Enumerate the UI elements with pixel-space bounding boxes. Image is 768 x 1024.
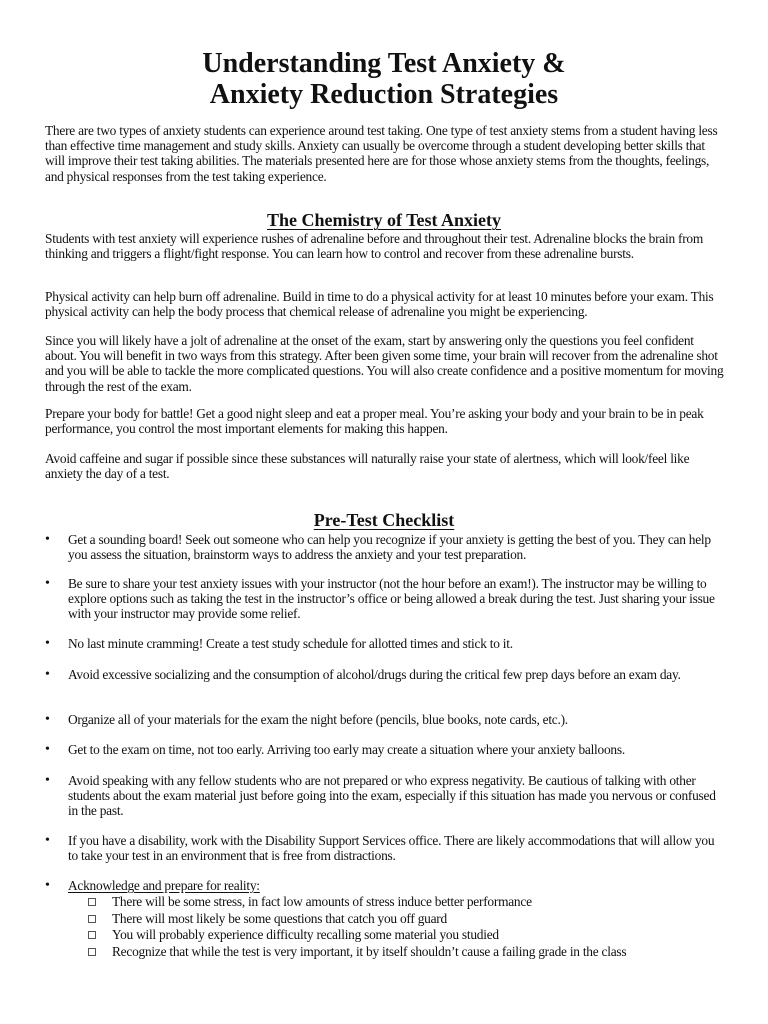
checkbox-icon [88, 931, 96, 939]
checklist-item-text: Get a sounding board! Seek out someone who can help you recognize if your anxiety is getting the best of you. They can help you assess the situation, brainstorm ways to address the anxiety and your test preparation. [68, 532, 711, 563]
sublist-item-text: There will most likely be some questions that catch you off guard [112, 910, 447, 926]
checkbox-icon [88, 948, 96, 956]
bullet-icon: • [45, 576, 50, 591]
checklist-item-text: Get to the exam on time, not too early. Arriving too early may create a situation where your anxiety balloons. [68, 742, 625, 757]
chemistry-paragraph: Avoid caffeine and sugar if possible since these substances will naturally raise your state of alertness, which will look/feel like anxiety the day of a test. [45, 451, 690, 482]
bullet-icon: • [45, 636, 50, 651]
title-line-2: Anxiety Reduction Strategies [209, 79, 559, 110]
bullet-icon: • [45, 878, 50, 893]
checklist-item-text: Acknowledge and prepare for reality: [68, 878, 260, 893]
sublist-item [88, 927, 728, 944]
reality-sublist [88, 894, 728, 960]
sublist-item [88, 894, 728, 911]
checklist-item-text: Organize all of your materials for the exam the night before (pencils, blue books, note cards, etc.). [68, 712, 568, 727]
checkbox-icon [88, 898, 96, 906]
sublist-item [88, 944, 728, 961]
checklist-item-text: If you have a disability, work with the Disability Support Services office. There are likely accommodations that will allow you to take your test in an environment that is free from distractions. [68, 833, 715, 864]
bullet-icon: • [45, 742, 50, 757]
sublist-item-text: Recognize that while the test is very important, it by itself shouldn’t cause a failing grade in the class [112, 943, 627, 959]
bullet-icon: • [45, 833, 50, 848]
chemistry-paragraph: Physical activity can help burn off adrenaline. Build in time to do a physical activity for at least 10 minutes before your exam. This physical activity can help the body process that chemical release of adrenaline you might be experiencing. [45, 289, 714, 320]
chemistry-paragraph: Since you will likely have a jolt of adrenaline at the onset of the exam, start by answering only the questions you feel confident about. You will benefit in two ways from this strategy. After been given some time, your brain will recover from the adrenaline shot and you will be able to tackle the more complicated questions. You will also create confidence and a positive momentum for moving through the rest of the exam. [45, 333, 724, 394]
checklist-item-text: Avoid speaking with any fellow students who are not prepared or who express negativity. Be cautious of talking with other students about the exam material just before going into the exam, especially if this situation has made you nervous or confused in the past. [68, 773, 716, 819]
page-title [0, 48, 768, 110]
checklist-heading: Pre-Test Checklist [313, 510, 455, 530]
chemistry-heading: The Chemistry of Test Anxiety [267, 210, 501, 230]
sublist-item-text: There will be some stress, in fact low amounts of stress induce better performance [112, 894, 532, 909]
checklist-item-text: No last minute cramming! Create a test study schedule for allotted times and stick to it. [68, 636, 513, 651]
chemistry-paragraph: Prepare your body for battle! Get a good night sleep and eat a proper meal. You’re asking your body and your brain to be in peak performance, you control the most important elements for making this happen. [45, 406, 704, 437]
sublist-item [88, 911, 728, 928]
bullet-icon: • [45, 532, 50, 547]
chemistry-paragraph: Students with test anxiety will experience rushes of adrenaline before and throughout their test. Adrenaline blocks the brain from thinking and triggers a flight/fight response. You can learn how to control and recover from these adrenaline bursts. [45, 231, 704, 262]
checklist-item-text: Be sure to share your test anxiety issues with your instructor (not the hour before an exam!). The instructor may be willing to explore options such as taking the test in the instructor’s office or being allowed a break during the test. Just sharing your issue with your instructor may provide some relief. [68, 576, 715, 622]
title-line-1: Understanding Test Anxiety & [202, 48, 566, 79]
bullet-icon: • [45, 773, 50, 788]
checkbox-icon [88, 915, 96, 923]
bullet-icon: • [45, 667, 50, 682]
intro-paragraph: There are two types of anxiety students can experience around test taking. One type of test anxiety stems from a student having less than effective time management and study skills. Anxiety can usually be overcome through a student developing better skills that will improve their test taking abilities. The materials presented here are for those whose anxiety stems from the thoughts, feelings, and physical responses from the test taking experience. [45, 123, 718, 184]
checklist-item-text: Avoid excessive socializing and the consumption of alcohol/drugs during the critical few prep days before an exam day. [68, 667, 681, 682]
bullet-icon: • [45, 712, 50, 727]
sublist-item-text: You will probably experience difficulty recalling some material you studied [112, 927, 499, 942]
